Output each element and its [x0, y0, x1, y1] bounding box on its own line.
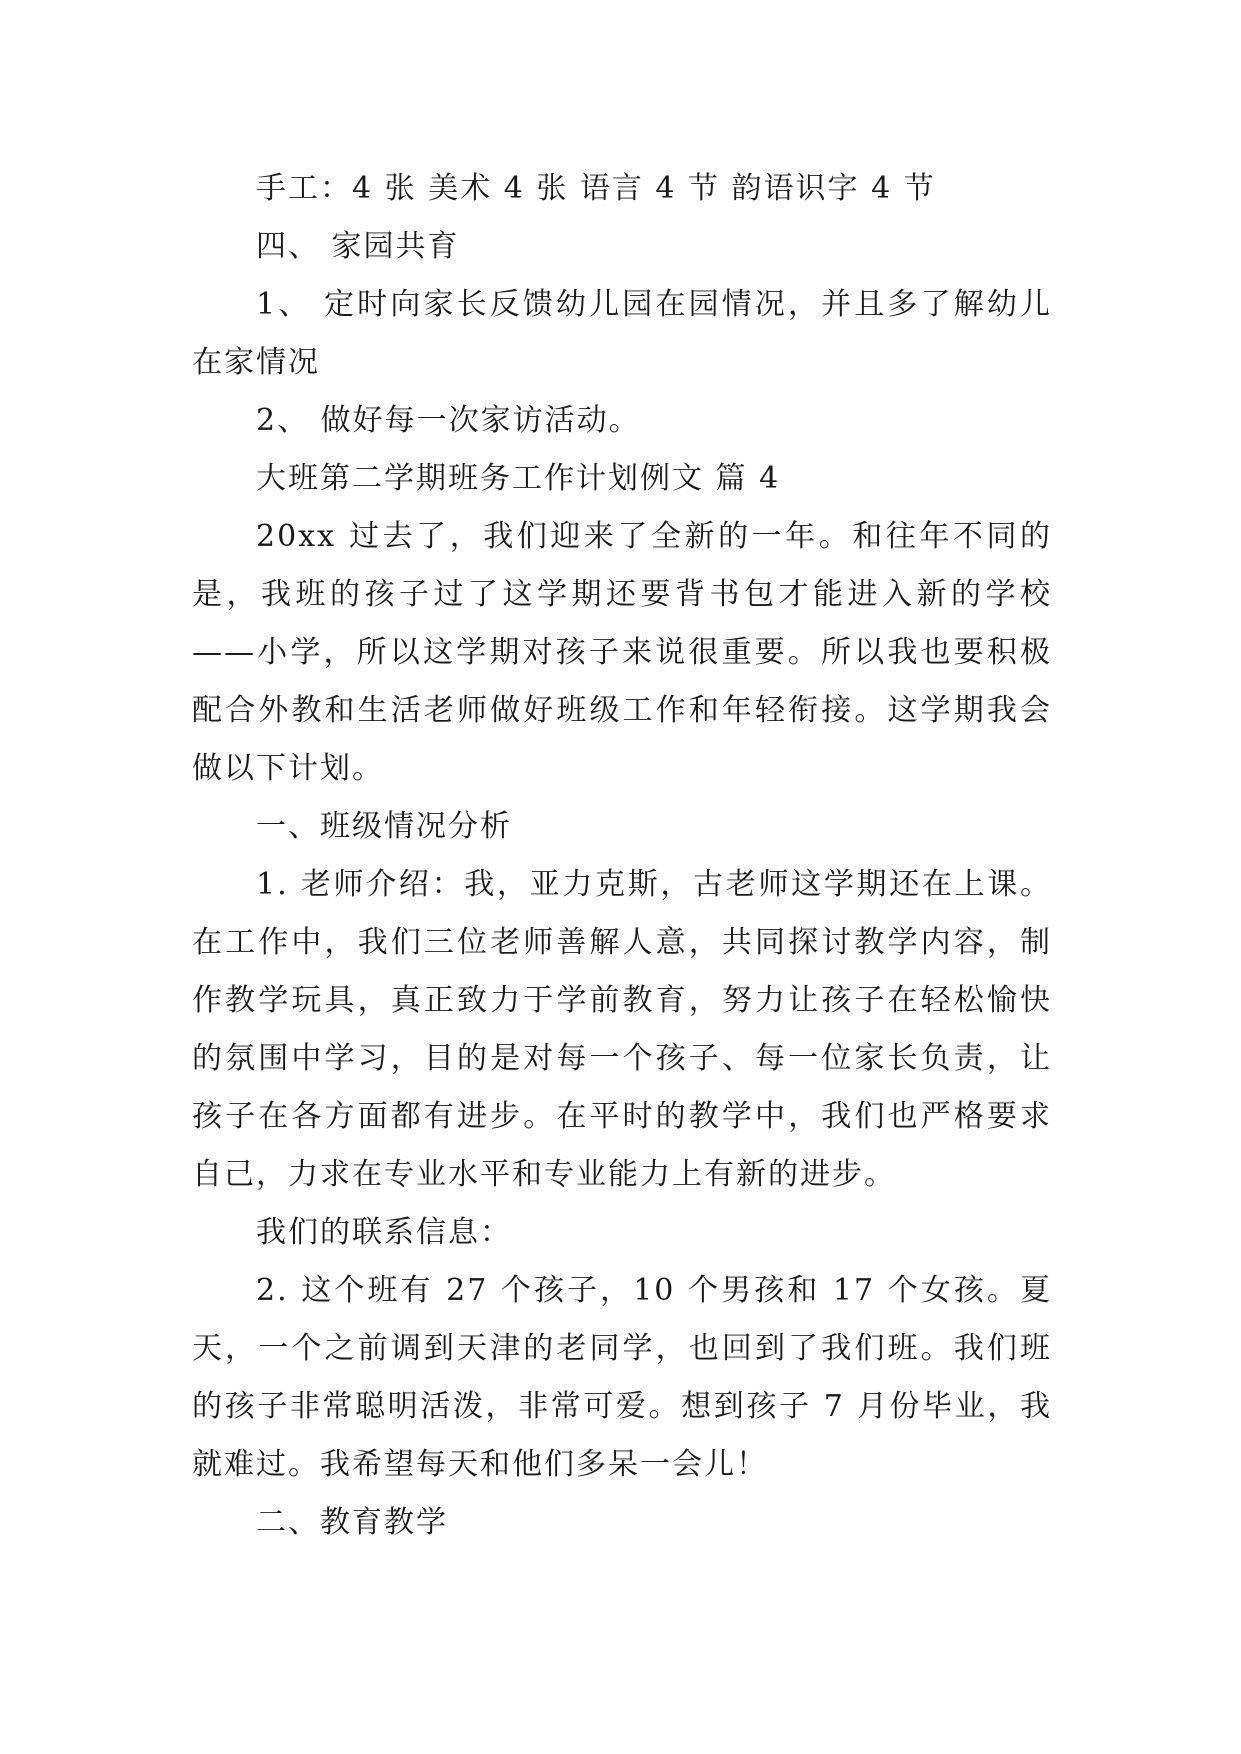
document-page	[192, 160, 1052, 1552]
paragraph-intro: 20xx 过去了，我们迎来了全新的一年。和往年不同的是，我班的孩子过了这学期还要背书包才能进入新的学校——小学，所以这学期对孩子来说很重要。所以我也要积极配合外教和生活老师做好班级工作和年轻衔接。这学期我会做以下计划。	[192, 519, 1052, 786]
paragraph-handwork-counts: 手工：4 张 美术 4 张 语言 4 节 韵语识字 4 节	[256, 171, 936, 206]
list-item-home-visit: 2、 做好每一次家访活动。	[256, 403, 641, 438]
section-heading-home-school: 四、 家园共育	[256, 229, 460, 264]
list-item-feedback: 1、 定时向家长反馈幼儿园在园情况，并且多了解幼儿在家情况	[192, 287, 1052, 380]
paragraph-class-size: 2. 这个班有 27 个孩子，10 个男孩和 17 个女孩。夏天，一个之前调到天津的老同学，也回到了我们班。我们班的孩子非常聪明活泼，非常可爱。想到孩子 7 月份毕业，我就难过。我希望每天和他们多呆一会儿！	[192, 1273, 1052, 1482]
paragraph-contact-info: 我们的联系信息：	[256, 1215, 512, 1250]
section-heading-education: 二、教育教学	[256, 1505, 448, 1540]
article-title: 大班第二学期班务工作计划例文 篇 4	[256, 461, 781, 496]
section-heading-class-analysis: 一、班级情况分析	[256, 809, 512, 844]
paragraph-teacher-intro: 1. 老师介绍：我，亚力克斯，古老师这学期还在上课。在工作中，我们三位老师善解人意，共同探讨教学内容，制作教学玩具，真正致力于学前教育，努力让孩子在轻松愉快的氛围中学习，目的是对每一个孩子、每一位家长负责，让孩子在各方面都有进步。在平时的教学中，我们也严格要求自己，力求在专业水平和专业能力上有新的进步。	[192, 867, 1052, 1192]
